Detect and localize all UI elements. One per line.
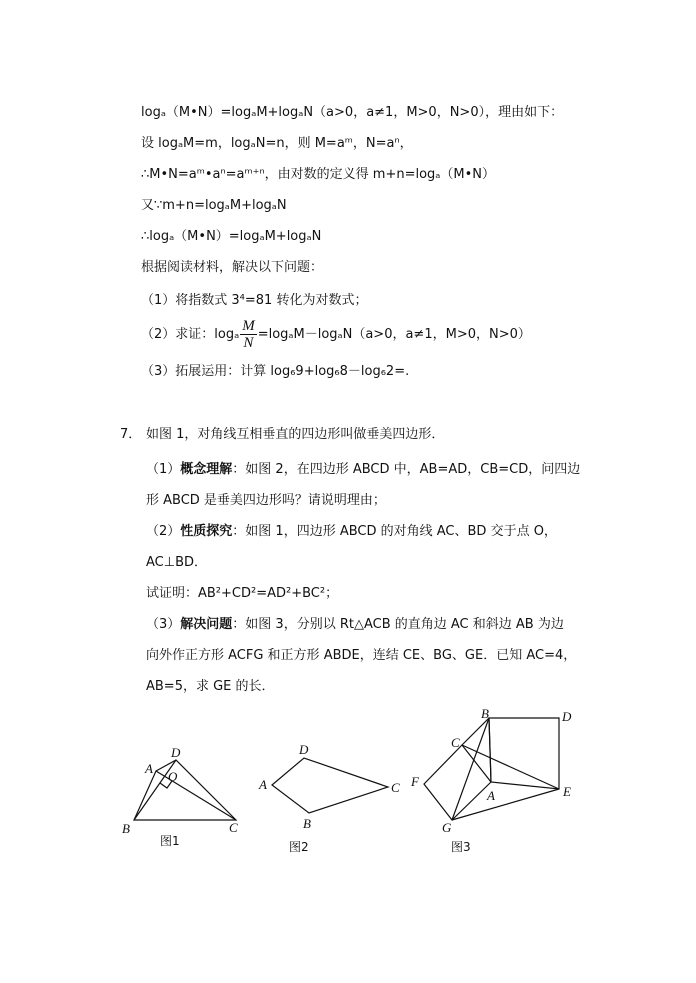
fig3-square-acfg [424, 745, 491, 820]
fig1-label-a: A [145, 761, 153, 776]
fig3-label-e: E [563, 784, 571, 799]
fraction-numerator: M [242, 318, 255, 334]
part-1-title: 概念理解 [180, 462, 233, 477]
reading-line-3: ∴M•N=aᵐ•aⁿ=aᵐ⁺ⁿ，由对数的定义得 m+n=logₐ（M•N） [141, 167, 495, 182]
fig3-label-d: D [562, 709, 572, 724]
fig3-square-abde [489, 718, 559, 789]
fig2-label-b: B [303, 816, 311, 831]
fig3-label-b: B [481, 706, 489, 721]
fig3-side-cb [462, 718, 489, 745]
part-1-line-2: 形 ABCD 是垂美四边形吗？请说明理由； [146, 493, 386, 508]
figure-3 [424, 718, 559, 820]
fig1-label-d: D [171, 745, 181, 760]
fig2-label-a: A [259, 777, 267, 792]
question-2-prefix: （2）求证：logₐ [141, 327, 240, 342]
part-2-text: ：如图 1，四边形 ABCD 的对角线 AC、BD 交于点 O， [232, 524, 557, 539]
fig3-label-c: C [451, 735, 460, 750]
fig3-caption: 图3 [451, 840, 471, 854]
part-2-line-3: 试证明：AB²+CD²=AD²+BC²； [146, 586, 339, 601]
question-3: （3）拓展运用：计算 log₆9+log₆8－log₆2=. [141, 364, 410, 379]
fig1-caption: 图1 [160, 834, 180, 848]
part-2-tag: （2） [146, 524, 181, 539]
part-3-line-2: 向外作正方形 ACFG 和正方形 ABDE，连结 CE、BG、GE．已知 AC=4， [146, 648, 577, 663]
part-1-text: ：如图 2，在四边形 ABCD 中，AB=AD，CB=CD，问四边 [232, 462, 581, 477]
fig1-label-b: B [122, 821, 130, 836]
fig2-label-d: D [299, 742, 309, 757]
fig3-label-f: F [411, 774, 419, 789]
part-2-title: 性质探究 [180, 524, 233, 539]
fig1-label-o: O [168, 769, 178, 784]
reading-instruction: 根据阅读材料，解决以下问题： [141, 260, 324, 275]
figure-2 [272, 758, 388, 813]
part-3-tag: （3） [146, 617, 181, 632]
reading-line-2: 设 logₐM=m，logₐN=n，则 M=aᵐ，N=aⁿ， [141, 136, 413, 151]
part-3-text: ：如图 3，分别以 Rt△ACB 的直角边 AC 和斜边 AB 为边 [232, 617, 564, 632]
fig3-label-a: A [487, 788, 495, 803]
question-1: （1）将指数式 3⁴=81 转化为对数式； [141, 293, 368, 308]
reading-line-5: ∴logₐ（M•N）=logₐM+logₐN [141, 229, 322, 244]
problem-stem: 如图 1，对角线互相垂直的四边形叫做垂美四边形． [146, 427, 445, 442]
fig1-label-c: C [229, 820, 238, 835]
part-2-line-2: AC⊥BD． [146, 555, 207, 570]
fig2-caption: 图2 [289, 840, 309, 854]
fig3-side-ba [489, 718, 491, 782]
problem-number: 7． [120, 427, 142, 442]
reading-line-4: 又∵m+n=logₐM+logₐN [141, 198, 287, 213]
part-3-line-3: AB=5，求 GE 的长． [146, 679, 275, 694]
reading-line-1: logₐ（M•N）=logₐM+logₐN（a>0，a≠1，M>0，N>0），理由如下： [141, 105, 564, 120]
fig3-label-g: G [442, 820, 452, 835]
fig2-label-c: C [391, 780, 400, 795]
fig2-quadrilateral [272, 758, 388, 813]
question-2-suffix: =logₐM－logₐN（a>0，a≠1，M>0，N>0） [257, 327, 531, 342]
fraction-denominator: N [243, 335, 254, 351]
part-3-title: 解决问题 [180, 617, 233, 632]
part-1-tag: （1） [146, 462, 181, 477]
fig3-segment-bg [452, 718, 489, 820]
